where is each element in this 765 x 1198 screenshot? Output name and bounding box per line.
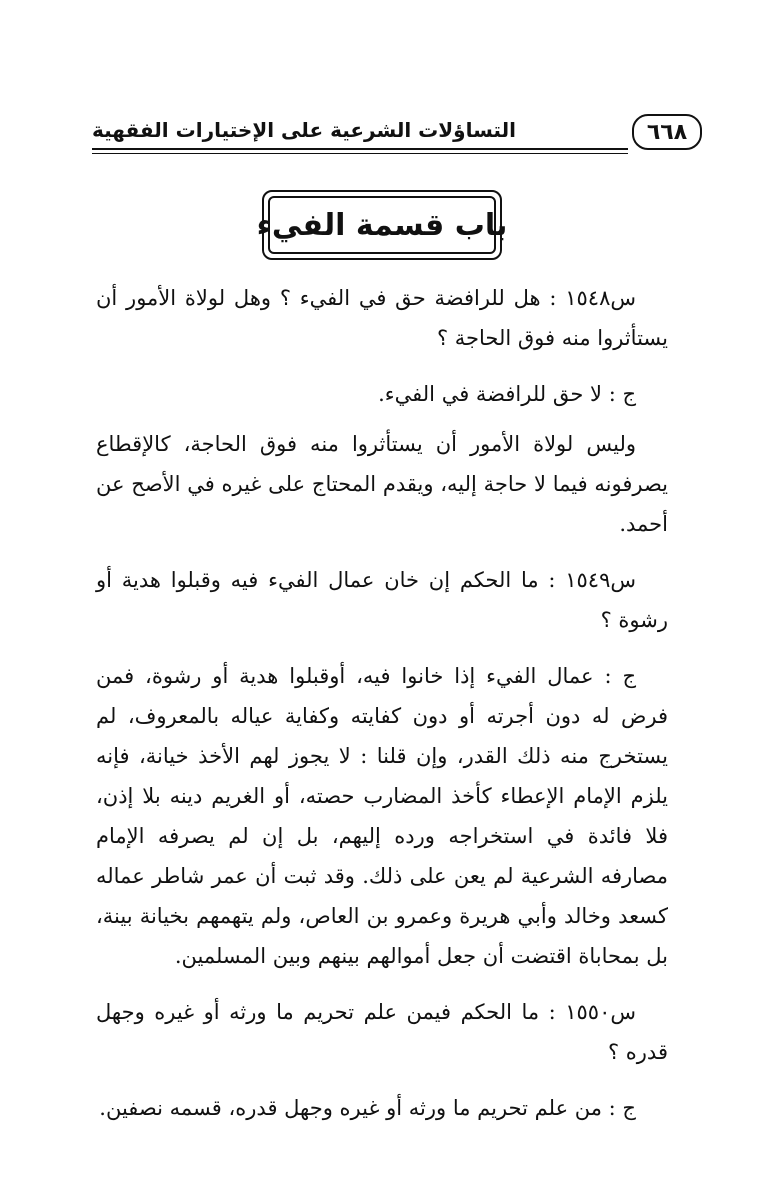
header-rule-thin [92,153,628,154]
page-header [92,112,702,156]
running-title: التساؤلات الشرعية على الإختيارات الفقهية [92,118,516,142]
chapter-title: باب قسمة الفيء [268,196,496,254]
page-number: ٦٦٨ [632,114,702,150]
answer-1548-continued: وليس لولاة الأمور أن يستأثروا منه فوق الحاجة، كالإقطاع يصرفونه فيما لا حاجة إليه، ويقدم المحتاج على غيره في الأصح عن أحمد. [96,432,668,536]
question-1550: س١٥٥٠ : ما الحكم فيمن علم تحريم ما ورثه أو غيره وجهل قدره ؟ [96,1000,668,1064]
answer-1548: ج : لا حق للرافضة في الفيء. [378,382,636,406]
chapter-title-frame [256,190,508,260]
answer-1549: ج : عمال الفيء إذا خانوا فيه، أوقبلوا هدية أو رشوة، فمن فرض له دون أجرته أو دون كفايته وكفاية عياله بالمعروف، لم يستخرج منه ذلك القدر، وإن قلنا : لا يجوز لهم الأخذ خيانة، فإنه يلزم الإمام الإعطاء كأخذ المضارب حصته، أو الغريم دينه بلا إذن، فلا فائدة في استخراجه ورده إليهم، بل إن لم يصرفه الإمام مصارفه الشرعية لم يعن على ذلك. وقد ثبت أن عمر شاطر عماله كسعد وخالد وأبي هريرة وعمرو بن العاص، ولم يتهمهم بخيانة بينة، بل بمحاباة اقتضت أن جعل أموالهم بينهم وبين المسلمين. [96,664,668,968]
answer-1550: ج : من علم تحريم ما ورثه أو غيره وجهل قدره، قسمه نصفين. [99,1096,636,1120]
question-1548: س١٥٤٨ : هل للرافضة حق في الفيء ؟ وهل لولاة الأمور أن يستأثروا منه فوق الحاجة ؟ [96,286,668,350]
header-rule [92,148,628,150]
question-1549: س١٥٤٩ : ما الحكم إن خان عمال الفيء فيه وقبلوا هدية أو رشوة ؟ [96,568,668,632]
page-body [96,278,668,1144]
